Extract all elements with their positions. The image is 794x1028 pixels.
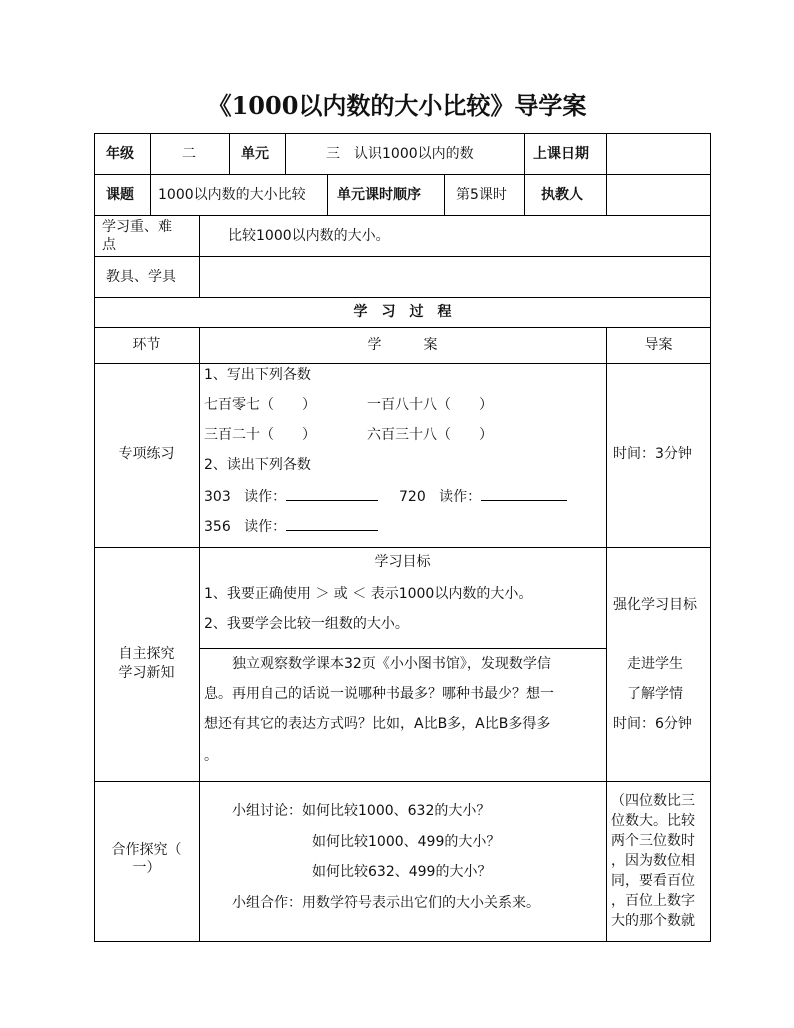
column-stage-header: 环节: [132, 337, 161, 353]
write-item-1: 七百零七（ ）: [204, 397, 316, 413]
section3-guide-line: ，百位上数字: [611, 893, 695, 909]
read-item-3: [204, 516, 378, 537]
write-item-2: 一百八十八（ ）: [367, 397, 493, 413]
section3-guide-line: 大的那个数就: [611, 913, 695, 929]
section3-stage-line2: 一）: [132, 860, 161, 876]
learning-goal-1: 1、我要正确使用 ＞ 或 ＜ 表示1000以内数的大小。: [204, 586, 533, 602]
section2-guide-2: 走进学生: [627, 656, 683, 672]
tools-label: 教具、学具: [106, 269, 176, 285]
lesson-order-label: 单元课时顺序: [337, 187, 421, 203]
unit-value: 三 认识1000以内的数: [326, 146, 474, 162]
section2-guide-4: 时间：6分钟: [613, 716, 692, 732]
read-number-2: 720: [399, 489, 426, 505]
answer-blank-3[interactable]: [286, 516, 378, 531]
task-line-4: 。: [204, 748, 218, 764]
focus-label-line2: 点: [102, 237, 116, 253]
section1-question1: 1、写出下列各数: [204, 367, 311, 383]
discussion-line-1: 小组讨论：如何比较1000、632的大小？: [232, 803, 491, 819]
process-heading: 学 习 过 程: [353, 304, 452, 320]
grade-label: 年级: [106, 146, 134, 162]
unit-label: 单元: [241, 146, 269, 162]
section3-guide: [611, 791, 707, 931]
topic-value: 1000以内数的大小比较: [158, 187, 306, 203]
section2-stage-line2: 学习新知: [118, 665, 175, 681]
read-number-3: 356: [204, 519, 231, 535]
section3-guide-line: （四位数比三: [611, 793, 695, 809]
grade-value: 二: [182, 146, 196, 162]
answer-blank-2[interactable]: [481, 486, 567, 501]
learning-goal-title: 学习目标: [374, 554, 431, 570]
task-line-1: 独立观察数学课本32页《小小图书馆》，发现数学信: [232, 656, 551, 672]
learning-goal-2: 2、我要学会比较一组数的大小。: [204, 616, 409, 632]
teacher-label: 执教人: [541, 187, 583, 203]
topic-label: 课题: [106, 187, 134, 203]
answer-blank-1[interactable]: [286, 486, 378, 501]
read-item-1: [204, 486, 378, 507]
read-item-2: [399, 486, 567, 507]
section3-guide-line: 两个三位数时: [611, 833, 695, 849]
task-line-3: 想还有其它的表达方式吗？比如，A比B多，A比B多得多: [204, 716, 551, 732]
section3-guide-line: ，因为数位相: [611, 853, 695, 869]
section2-guide-3: 了解学情: [627, 686, 683, 702]
discussion-line-4: 小组合作：用数学符号表示出它们的大小关系来。: [232, 895, 540, 911]
section2-stage-line1: 自主探究: [118, 646, 175, 662]
section1-question2: 2、读出下列各数: [204, 457, 311, 473]
discussion-line-2: 如何比较1000、499的大小？: [312, 834, 501, 850]
section1-stage: 专项练习: [118, 446, 175, 462]
page-title: 《1000以内数的大小比较》导学案: [207, 91, 587, 120]
section3-guide-line: 同，要看百位: [611, 873, 695, 889]
focus-label-line1: 学习重、难: [102, 219, 172, 235]
section2-guide-1: 强化学习目标: [613, 597, 697, 613]
focus-value: 比较1000以内数的大小。: [228, 228, 390, 244]
lesson-order-value: 第5课时: [456, 187, 507, 203]
read-label-2: 读作：: [439, 489, 482, 505]
discussion-line-3: 如何比较632、499的大小？: [312, 864, 492, 880]
column-study-header: 学 案: [367, 337, 438, 353]
section1-guide: 时间：3分钟: [613, 446, 692, 462]
read-number-1: 303: [204, 489, 231, 505]
read-label-3: 读作：: [244, 519, 287, 535]
class-date-label: 上课日期: [533, 146, 589, 162]
section3-stage-line1: 合作探究（: [111, 842, 182, 858]
write-item-4: 六百三十八（ ）: [367, 427, 493, 443]
column-guide-header: 导案: [644, 337, 673, 353]
write-item-3: 三百二十（ ）: [204, 427, 316, 443]
task-line-2: 息。再用自己的话说一说哪种书最多？哪种书最少？想一: [204, 686, 554, 702]
section3-guide-line: 位数大。比较: [611, 813, 695, 829]
read-label-1: 读作：: [244, 489, 287, 505]
